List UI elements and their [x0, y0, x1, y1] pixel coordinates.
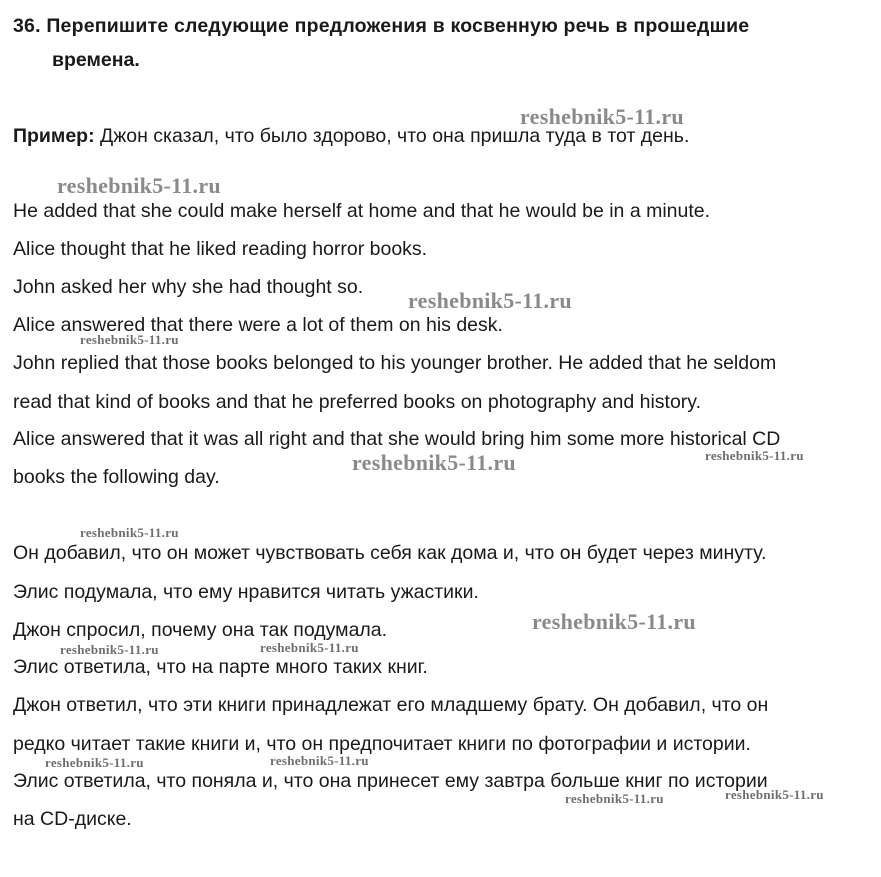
- watermark: reshebnik5-11.ru: [260, 640, 359, 655]
- watermark: reshebnik5-11.ru: [60, 642, 159, 657]
- russian-line-3: Джон спросил, почему она так подумала.: [13, 619, 388, 641]
- english-line-4: Alice answered that there were a lot of them on his desk.: [13, 314, 503, 336]
- russian-line-5: Джон ответил, что эти книги принадлежат его младшему брату. Он добавил, что он: [13, 694, 769, 716]
- russian-line-8: на CD-диске.: [13, 808, 132, 830]
- english-line-1: He added that she could make herself at home and that he would be in a minute.: [13, 200, 711, 222]
- russian-line-1: Он добавил, что он может чувствовать себя как дома и, что он будет через минуту.: [13, 542, 767, 564]
- watermark: reshebnik5-11.ru: [45, 755, 144, 770]
- example-label: Пример:: [13, 125, 95, 147]
- english-line-7: Alice answered that it was all right and that she would bring him some more historical CD: [13, 428, 781, 450]
- watermark: reshebnik5-11.ru: [725, 787, 824, 802]
- watermark: reshebnik5-11.ru: [565, 791, 664, 806]
- task-instruction-line2: времена.: [52, 49, 140, 71]
- russian-line-4: Элис ответила, что на парте много таких книг.: [13, 656, 428, 678]
- watermark: reshebnik5-11.ru: [80, 525, 179, 540]
- task-number: 36.: [13, 15, 41, 37]
- english-line-8: books the following day.: [13, 466, 220, 488]
- watermark: reshebnik5-11.ru: [705, 448, 804, 463]
- russian-line-6: редко читает такие книги и, что он предпочитает книги по фотографии и истории.: [13, 733, 751, 755]
- english-line-6: read that kind of books and that he preferred books on photography and history.: [13, 391, 702, 413]
- task-instruction-line1: Перепишите следующие предложения в косвенную речь в прошедшие: [46, 15, 750, 37]
- watermark: reshebnik5-11.ru: [520, 104, 684, 129]
- watermark: reshebnik5-11.ru: [57, 173, 221, 198]
- task-title-line1: [13, 14, 749, 38]
- watermark: reshebnik5-11.ru: [532, 609, 696, 634]
- english-line-3: John asked her why she had thought so.: [13, 276, 364, 298]
- watermark: reshebnik5-11.ru: [352, 450, 516, 475]
- watermark: reshebnik5-11.ru: [80, 332, 179, 347]
- russian-line-2: Элис подумала, что ему нравится читать ужастики.: [13, 581, 479, 603]
- english-line-5: John replied that those books belonged to his younger brother. He added that he seldom: [13, 352, 777, 374]
- example-text: Джон сказал, что было здорово, что она пришла туда в тот день.: [94, 125, 690, 147]
- english-line-2: Alice thought that he liked reading horror books.: [13, 238, 428, 260]
- russian-line-7: Элис ответила, что поняла и, что она принесет ему завтра больше книг по истории: [13, 770, 768, 792]
- watermark: reshebnik5-11.ru: [408, 288, 572, 313]
- watermark: reshebnik5-11.ru: [270, 753, 369, 768]
